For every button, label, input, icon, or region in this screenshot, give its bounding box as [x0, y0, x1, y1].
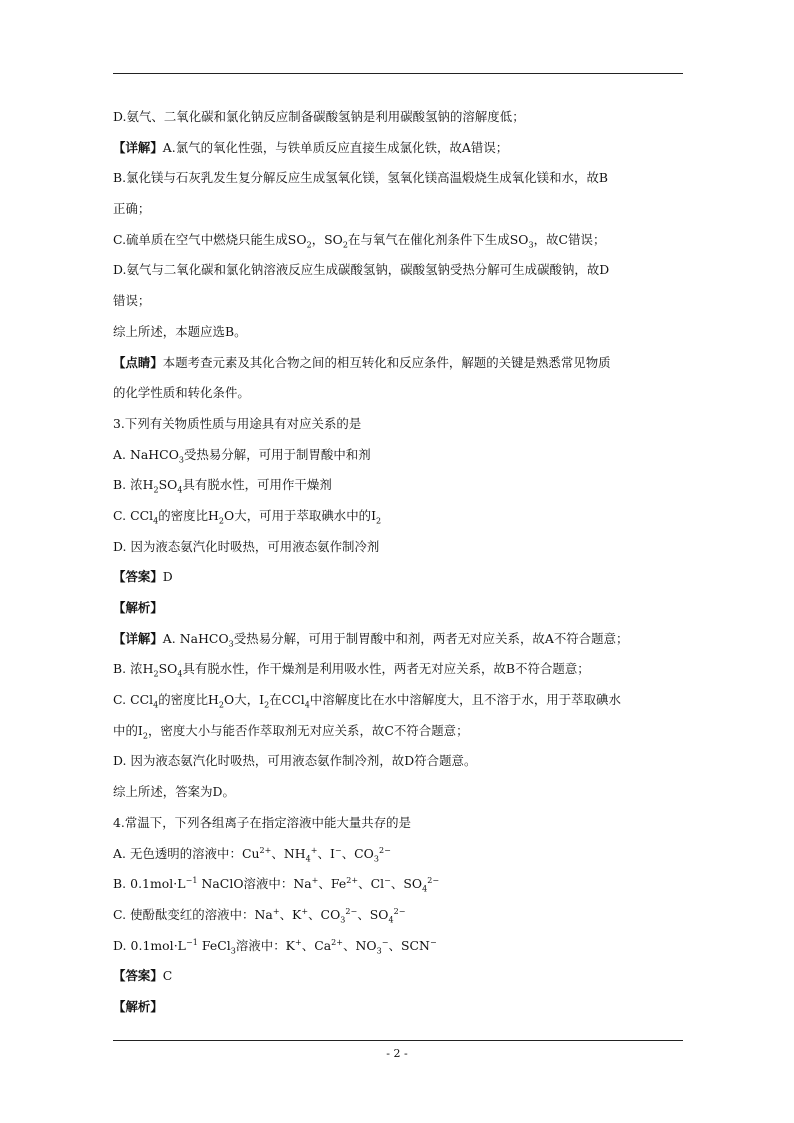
text-line: [113, 992, 688, 1023]
text-line: [113, 562, 688, 593]
superscript: +: [301, 906, 309, 916]
text-run: C. 使酚酞变红的溶液中：Na: [113, 906, 273, 922]
text-run: B. 浓H: [113, 477, 154, 493]
subscript: 4: [153, 700, 159, 710]
superscript: 2−: [345, 906, 358, 916]
text-run: 综上所述，本题应选B。: [113, 323, 247, 339]
text-run: D.氨气、二氧化碳和氯化钠反应制备碳酸氢钠是利用碳酸氢钠的溶解度低；: [113, 109, 525, 124]
subscript: 3: [528, 240, 534, 250]
subscript: 2: [153, 669, 159, 679]
text-line: [113, 746, 688, 777]
text-run: 在与氧气在催化剂条件下生成SO: [348, 231, 529, 247]
text-line: [113, 225, 688, 256]
text-run: C. CCl: [113, 692, 154, 708]
text-line: [113, 532, 688, 563]
text-run: 、Fe: [318, 876, 347, 892]
subscript: 2: [218, 516, 225, 526]
text-line: [113, 593, 688, 624]
superscript: +: [310, 845, 318, 855]
superscript: −: [429, 937, 437, 947]
superscript: 2−: [379, 845, 391, 855]
text-run: 、Ca: [301, 937, 332, 953]
section-label: 【答案】: [113, 968, 163, 984]
text-line: [113, 102, 688, 133]
text-line: [113, 624, 688, 655]
subscript: 2: [306, 240, 312, 250]
text-run: C.硫单质在空气中燃烧只能生成SO: [113, 231, 307, 247]
subscript: 2: [142, 731, 148, 741]
text-line: [113, 409, 688, 440]
text-run: O大，可用于萃取碘水中的I: [224, 507, 377, 523]
subscript: 3: [228, 639, 234, 649]
text-run: 中的I: [113, 722, 143, 738]
text-run: ，故C错误；: [533, 231, 606, 247]
text-run: C: [162, 968, 173, 984]
text-line: [113, 348, 688, 379]
superscript: 2−: [427, 876, 440, 886]
text-run: 、SO: [357, 906, 389, 922]
text-run: B. 浓H: [113, 661, 154, 677]
text-run: A.氯气的氧化性强，与铁单质反应直接生成氯化铁，故A错误；: [162, 139, 509, 155]
text-run: SO: [158, 477, 178, 493]
text-run: 具有脱水性，作干燥剂是利用吸水性，两者无对应关系，故B不符合题意；: [182, 661, 590, 677]
text-line: [113, 869, 688, 900]
section-label: 【详解】: [113, 630, 163, 646]
footer-rule: [113, 1040, 683, 1041]
page-number: - 2 -: [386, 1047, 408, 1060]
text-run: A. NaHCO: [113, 446, 179, 462]
text-run: 、CO: [308, 906, 341, 922]
superscript: +: [294, 937, 302, 947]
superscript: −: [334, 845, 342, 855]
superscript: −1: [185, 937, 198, 947]
text-line: [113, 163, 688, 194]
superscript: 2+: [259, 845, 272, 855]
superscript: 2−: [393, 906, 406, 916]
text-run: 、K: [279, 906, 302, 922]
subscript: 3: [340, 915, 346, 925]
text-line: [113, 255, 688, 286]
text-line: [113, 378, 688, 409]
text-run: A. 无色透明的溶液中：Cu: [113, 845, 260, 861]
superscript: 2+: [346, 876, 359, 886]
subscript: 3: [178, 455, 185, 465]
text-run: D. 0.1mol·L: [113, 937, 186, 953]
subscript: 3: [230, 946, 236, 956]
subscript: 2: [264, 700, 270, 710]
section-label: 【详解】: [113, 139, 163, 155]
text-run: D.氨气与二氧化碳和氯化钠溶液反应生成碳酸氢钠，碳酸氢钠受热分解可生成碳酸钠，故D: [113, 262, 610, 278]
text-line: [113, 839, 688, 870]
text-line: [113, 900, 688, 931]
section-label: 【解析】: [113, 600, 163, 615]
text-run: B.氯化镁与石灰乳发生复分解反应生成氢氧化镁，氢氧化镁高温煅烧生成氧化镁和水，故B: [113, 170, 609, 186]
text-line: [113, 716, 688, 747]
text-line: [113, 654, 688, 685]
text-run: 受热易分解，可用于制胃酸中和剂: [184, 446, 371, 462]
text-run: B. 0.1mol·L: [113, 876, 186, 892]
text-line: [113, 961, 688, 992]
subscript: 4: [388, 915, 394, 925]
subscript: 4: [177, 669, 183, 679]
text-run: 在CCl: [269, 692, 305, 708]
text-line: [113, 194, 688, 225]
subscript: 2: [153, 485, 159, 495]
text-line: [113, 440, 688, 471]
superscript: +: [272, 906, 280, 916]
text-run: 本题考查元素及其化合物之间的相互转化和反应条件，解题的关键是熟悉常见物质: [162, 354, 611, 370]
text-run: 溶液中：K: [235, 937, 295, 953]
text-run: 、NH: [271, 845, 306, 861]
text-line: [113, 501, 688, 532]
text-line: [113, 317, 688, 348]
text-run: D. 因为液态氨汽化时吸热，可用液态氨作制冷剂，故D符合题意。: [113, 753, 477, 769]
text-run: D. 因为液态氨汽化时吸热，可用液态氨作制冷剂: [113, 538, 380, 554]
text-run: 4.常温下，下列各组离子在指定溶液中能大量共存的是: [113, 814, 412, 830]
page-body: [113, 102, 688, 1023]
text-run: 、SO: [390, 876, 423, 892]
text-run: 受热易分解，可用于制胃酸中和剂，两者无对应关系，故A不符合题意；: [233, 630, 629, 646]
subscript: 4: [153, 516, 159, 526]
superscript: +: [311, 876, 319, 886]
subscript: 3: [376, 946, 382, 956]
text-run: C. CCl: [113, 507, 154, 523]
text-run: FeCl: [197, 937, 231, 953]
subscript: 4: [422, 884, 428, 894]
text-run: 错误；: [113, 293, 151, 309]
superscript: 2+: [331, 937, 344, 947]
text-line: [113, 133, 688, 164]
text-line: [113, 286, 688, 317]
text-line: [113, 470, 688, 501]
text-run: 、NO: [343, 937, 377, 953]
superscript: −: [384, 876, 391, 886]
text-run: 的密度比H: [158, 692, 219, 708]
section-label: 【答案】: [113, 569, 163, 585]
subscript: 2: [218, 700, 225, 710]
subscript: 2: [376, 516, 382, 526]
text-run: 正确；: [113, 201, 151, 217]
text-line: [113, 808, 688, 839]
text-run: 的密度比H: [158, 507, 219, 523]
text-run: 、CO: [341, 845, 374, 861]
text-line: [113, 685, 688, 716]
text-run: O大，I: [224, 692, 265, 708]
text-run: 3.下列有关物质性质与用途具有对应关系的是: [113, 415, 362, 431]
text-run: 、SCN: [388, 937, 430, 953]
text-run: 的化学性质和转化条件。: [113, 385, 250, 401]
text-run: 、I: [317, 845, 335, 861]
subscript: 2: [342, 240, 349, 250]
subscript: 3: [373, 853, 380, 863]
text-run: SO: [158, 661, 178, 677]
superscript: −1: [185, 876, 198, 886]
text-run: 综上所述，答案为D。: [113, 784, 235, 800]
text-run: D: [162, 569, 173, 585]
text-run: NaClO溶液中：Na: [197, 876, 312, 892]
subscript: 4: [305, 853, 311, 863]
text-run: A. NaHCO: [162, 630, 229, 646]
text-line: [113, 777, 688, 808]
section-label: 【解析】: [113, 998, 163, 1014]
header-rule: [113, 73, 683, 74]
subscript: 4: [177, 485, 183, 495]
text-line: [113, 931, 688, 962]
subscript: 4: [304, 700, 310, 710]
text-run: ，密度大小与能否作萃取剂无对应关系，故C不符合题意；: [147, 722, 469, 738]
section-label: 【点睛】: [113, 354, 163, 370]
text-run: 、Cl: [358, 876, 385, 892]
superscript: −: [381, 937, 389, 947]
text-run: 中溶解度比在水中溶解度大，且不溶于水，用于萃取碘水: [309, 692, 621, 708]
text-run: 具有脱水性，可用作干燥剂: [182, 477, 332, 493]
text-run: ，SO: [311, 231, 343, 247]
